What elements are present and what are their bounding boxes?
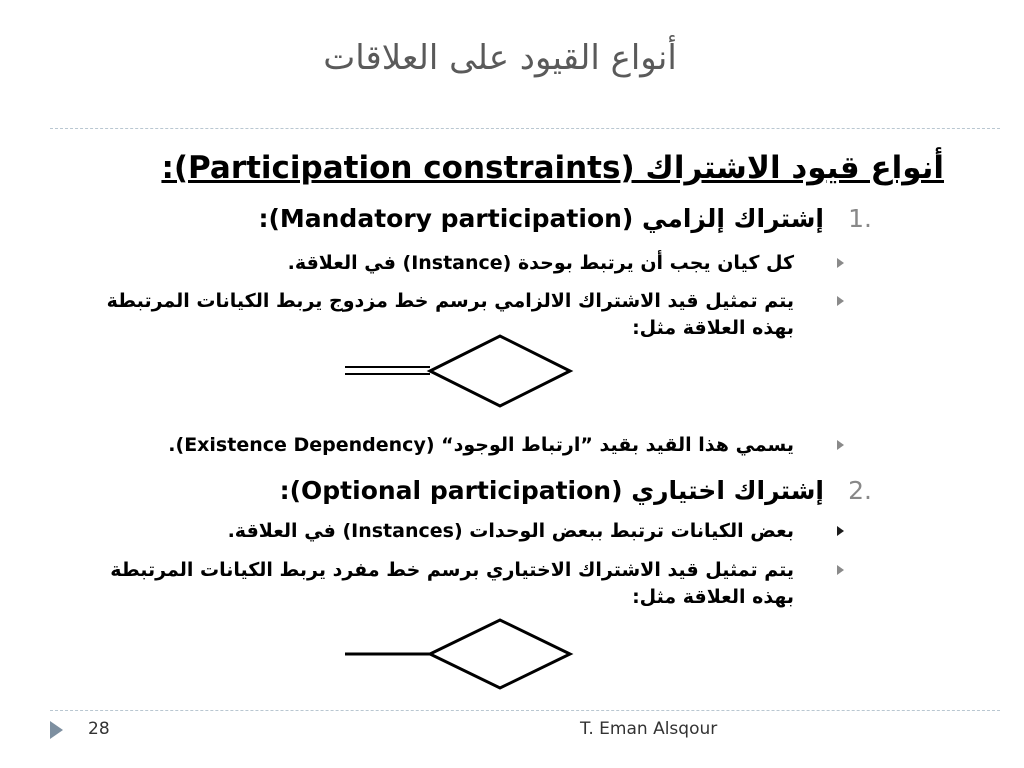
bullet-icon bbox=[837, 296, 844, 306]
bullet-icon bbox=[837, 440, 844, 450]
bullet-icon bbox=[837, 258, 844, 268]
slide-title: أنواع القيود على العلاقات bbox=[323, 38, 677, 78]
bullet-text-2-1: بعض الكيانات ترتبط ببعض الوحدات (Instances) في العلاقة. bbox=[227, 520, 794, 542]
footer-author: T. Eman Alsqour bbox=[580, 719, 718, 739]
bullet-text-1-1: كل كيان يجب أن يرتبط بوحدة (Instance) في العلاقة. bbox=[287, 252, 794, 274]
section-heading: أنواع قيود الاشتراك (Participation constraints): bbox=[161, 150, 944, 186]
numbered-item-2 bbox=[279, 476, 872, 505]
item-label: إشتراك إلزامي (Mandatory participation): bbox=[258, 204, 824, 233]
play-arrow-icon bbox=[50, 721, 63, 739]
item-label: إشتراك اختياري (Optional participation): bbox=[279, 476, 824, 505]
bullet-text-1-3: يسمي هذا القيد بقيد ”ارتباط الوجود“ (Existence Dependency). bbox=[168, 434, 794, 456]
footer-divider bbox=[50, 710, 1000, 711]
bullet-icon bbox=[837, 565, 844, 575]
optional-participation-diagram bbox=[330, 612, 590, 696]
title-divider bbox=[50, 128, 1000, 129]
numbered-item-1 bbox=[258, 204, 872, 233]
relationship-diamond bbox=[430, 336, 570, 406]
page-number: 28 bbox=[88, 719, 110, 739]
item-number: .1 bbox=[848, 204, 872, 233]
bullet-icon bbox=[837, 526, 844, 536]
bullet-text-2-2: يتم تمثيل قيد الاشتراك الاختياري برسم خط مفرد يربط الكيانات المرتبطة بهذه العلاقة مثل: bbox=[110, 559, 794, 608]
bullet-text-1-2: يتم تمثيل قيد الاشتراك الالزامي برسم خط مزدوج يربط الكيانات المرتبطة بهذه العلاقة مثل: bbox=[106, 290, 794, 339]
item-number: .2 bbox=[848, 476, 872, 505]
relationship-diamond bbox=[430, 620, 570, 688]
mandatory-participation-diagram bbox=[330, 330, 590, 414]
